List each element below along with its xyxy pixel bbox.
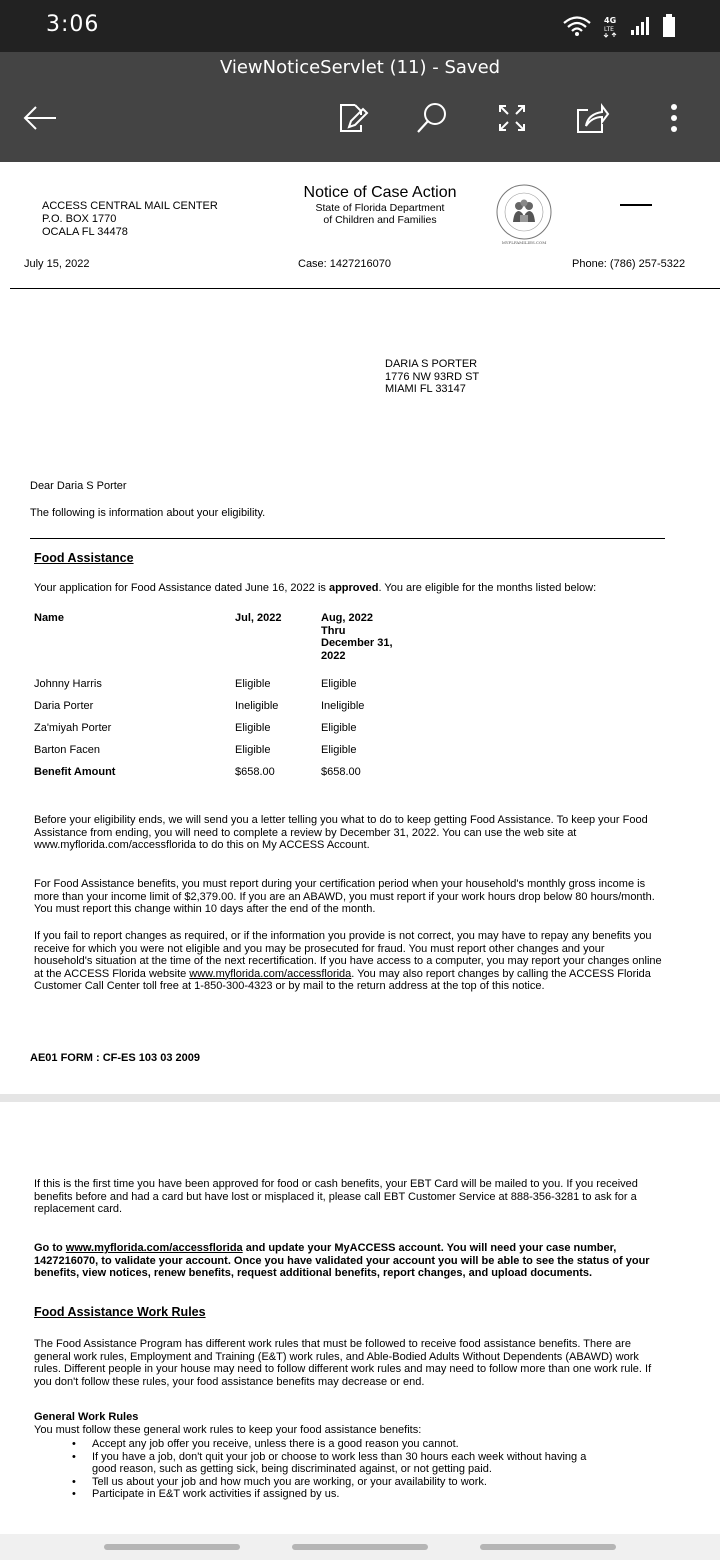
nav-handle[interactable] <box>480 1544 616 1550</box>
general-work-rules-title: General Work Rules <box>34 1411 139 1423</box>
nav-handle[interactable] <box>292 1544 428 1550</box>
status-time: 3:06 <box>46 12 100 37</box>
work-rules-title: Food Assistance Work Rules <box>34 1305 206 1319</box>
divider-dash <box>620 204 652 206</box>
search-icon[interactable] <box>412 98 452 138</box>
work-rules-paragraph: The Food Assistance Program has different work rules that must be followed to receive food assistance benefits. There are general work rules, Employment and Training (E&T) work rules, and Able-Bodied Adults Without Dependents (ABAWD) work rules. Different people in your house may need to follow different work rules and may need to follow more than one work rule. If you don't follow these rules, your food assistance benefits may decrease or end. <box>34 1338 652 1388</box>
sender-address: ACCESS CENTRAL MAIL CENTER P.O. BOX 1770 OCALA FL 34478 <box>42 200 218 238</box>
recipient-address: DARIA S PORTER 1776 NW 93RD ST MIAMI FL 33147 <box>385 358 480 395</box>
notice-date: July 15, 2022 <box>24 258 90 270</box>
lte-icon <box>602 14 620 38</box>
greeting: Dear Daria S Porter <box>30 480 127 492</box>
signal-icon <box>630 16 652 36</box>
phone-number: Phone: (786) 257-5322 <box>572 258 686 270</box>
svg-text:LTE: LTE <box>604 26 614 33</box>
list-item: • Participate in E&T work activities if assigned by us. <box>72 1488 612 1501</box>
approval-text: Your application for Food Assistance dated June 16, 2022 is approved. You are eligible for the months listed below: <box>34 582 597 594</box>
back-arrow-icon[interactable] <box>20 98 60 138</box>
ebt-card-paragraph: If this is the first time you have been approved for food or cash benefits, your EBT Card will be mailed to you. If you received benefits before and had a card but have lost or misplaced it, please call EBT Customer Service at 888-356-3281 to ask for a replacement card. <box>34 1178 638 1215</box>
list-item: • Accept any job offer you receive, unless there is a good reason you cannot. <box>72 1438 612 1451</box>
list-item: • Tell us about your job and how much you are working, or your availability to work. <box>72 1476 612 1489</box>
myflorida-link[interactable]: www.myflorida.com/accessflorida <box>65 1242 243 1254</box>
status-bar <box>0 0 720 52</box>
document-page-1[interactable]: ACCESS CENTRAL MAIL CENTER P.O. BOX 1770 OCALA FL 34478 Notice of Case Action State of Florida Department of Children and Families MYFLFAMILIES.COM July 15, 2022 Case: 1427216070 Phone: (786) 257-5322 DARIA S PORTER 1776 NW 93RD ST MIAMI FL 33147 Dear Daria S Porter The following is information about your eligibility. Food Assistance Your application for Food Assistance dated June 16, 2022 is approved. You are eligible for the months listed below: Name Jul, 2022 Aug, 2022 Thru December 31, 2022 Johnny Harris Eligible Eligible Daria Porter Ineligible Ineligible Za'miyah Porter Eligible Eligible Barton Facen Eligible Eligible Benefit Amount $658.00 $658.00 Before your eligibility ends, we will send you a letter telling you what to do to keep getting Food Assistance. To keep your Food Assistance from ending, you will need to complete a review by December 31, 2022. You can use the web site at www.myflorida.com/accessflorida to do this on My ACCESS Account. For Food Assistance benefits, you must report during your certification period when your household's monthly gross income is more than your income limit of $2,379.00. If you are an ABAWD, you must report if your work hours drop below 80 hours/month. You must report this change within 10 days after the end of the month. If you fail to report changes as required, or if the information you provide is not correct, you may have to repay any benefits you receive for which you were not eligible and you may be prosecuted for fraud. You must report other changes and your household's situation at the time of the next recertification. If you have access to a computer, you may report your changes online at the ACCESS Florida website www.myflorida.com/accessflorida. You may also report changes by calling the ACCESS Florida Customer Call Center toll free at 1-850-300-4323 or by mail to the return address at the top of this notice. AE01 FORM : CF-ES 103 03 2009 <box>0 162 720 1097</box>
case-number: Case: 1427216070 <box>298 258 391 270</box>
general-work-rules-list <box>72 1438 612 1501</box>
accessflorida-link[interactable]: www.myflorida.com/accessflorida <box>189 967 352 980</box>
review-paragraph: Before your eligibility ends, we will send you a letter telling you what to do to keep getting Food Assistance. To keep your Food Assistance from ending, you will need to complete a review by December 31, 2022. You can use the web site at www.myflorida.com/accessflorida to do this on My ACCESS Account. <box>34 814 648 851</box>
intro-text: The following is information about your eligibility. <box>30 507 266 519</box>
dcf-seal-logo <box>492 182 556 246</box>
list-item: • If you have a job, don't quit your job or choose to work less than 30 hours each week without having a good reason, such as getting sick, being discriminated against, or not getting paid. <box>72 1451 612 1476</box>
page-separator <box>0 1094 720 1102</box>
battery-icon <box>662 14 676 38</box>
form-number: AE01 FORM : CF-ES 103 03 2009 <box>30 1052 200 1064</box>
changes-paragraph: If you fail to report changes as required, or if the information you provide is not correct, you may have to repay any benefits you receive for which you were not eligible and you may be prosecuted for fraud. You must report other changes and your household's situation at the time of the next recertification. If you have access to a computer, you may report your changes online at the ACCESS Florida website www.myflorida.com/accessflorida. You may also report changes by calling the ACCESS Florida Customer Call Center toll free at 1-850-300-4323 or by mail to the return address at the top of this notice. <box>34 930 662 992</box>
edit-document-icon[interactable] <box>332 98 372 138</box>
myaccess-paragraph: Go to www.myflorida.com/accessflorida and update your MyACCESS account. You will need your case number, 1427216070, to validate your account. Once you have validated your account you will be able to see the status of your benefits, view notices, renew benefits, request additional benefits, report changes, and upload documents. <box>34 1242 650 1279</box>
bottom-navigation-bar <box>0 1534 720 1560</box>
header-rule <box>10 288 720 289</box>
food-assistance-title: Food Assistance <box>34 551 134 565</box>
wifi-icon <box>562 15 592 37</box>
nav-handle[interactable] <box>104 1544 240 1550</box>
general-work-rules-intro: You must follow these general work rules to keep your food assistance benefits: <box>34 1424 422 1436</box>
status-icons <box>562 14 676 38</box>
fullscreen-icon[interactable] <box>492 98 532 138</box>
more-vert-icon[interactable] <box>654 98 694 138</box>
share-icon[interactable] <box>572 98 612 138</box>
notice-title: Notice of Case Action <box>303 184 457 201</box>
app-bar <box>0 52 720 162</box>
svg-text:4G: 4G <box>604 16 617 25</box>
section-rule <box>30 538 665 539</box>
reporting-paragraph: For Food Assistance benefits, you must report during your certification period when your household's monthly gross income is more than your income limit of $2,379.00. If you are an ABAWD, you must report if your work hours drop below 80 hours/month. You must report this change within 10 days after the end of the month. <box>34 878 655 915</box>
notice-header: Notice of Case Action State of Florida Department of Children and Families <box>280 184 480 226</box>
document-title: ViewNoticeServlet (11) - Saved <box>219 57 501 78</box>
svg-text:MYFLFAMILIES.COM: MYFLFAMILIES.COM <box>501 240 547 245</box>
document-page-2[interactable] <box>0 1102 720 1534</box>
